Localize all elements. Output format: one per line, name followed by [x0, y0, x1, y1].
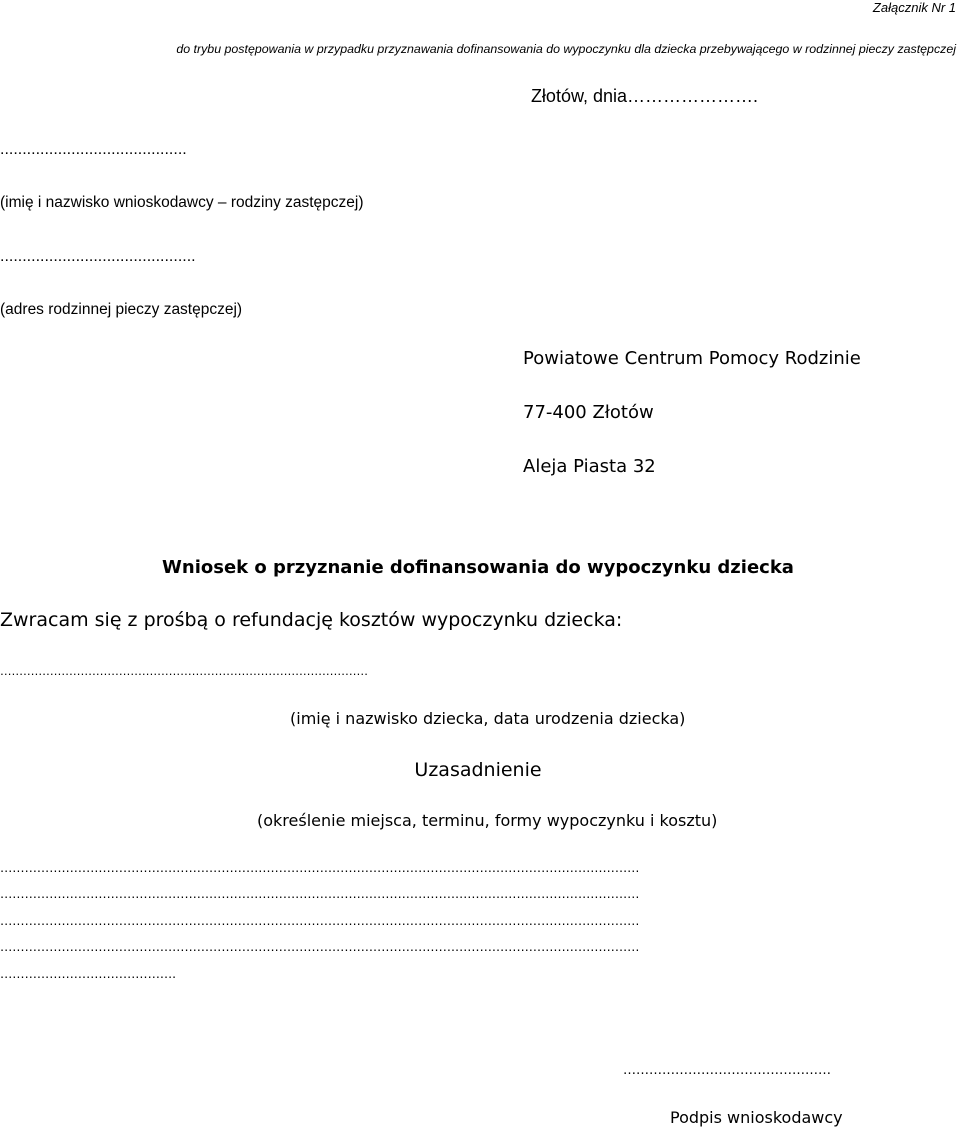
regulation-line: do trybu postępowania w przypadku przyznawania dofinansowania do wypoczynku dla dziecka przebywającego w rodzinnej pieczy zastępczej [176, 42, 956, 56]
justification-line: ………………………………………………………………………………………………………………………………………… [0, 914, 640, 928]
applicant-address-dots: ............................................ [0, 248, 196, 265]
child-dots: …………………………………………………………………………………… [0, 664, 368, 678]
justification-line: ………………………………………………………………………………………………………………………………………… [0, 861, 640, 875]
place-date-field: Złotów, dnia…………………. [530, 86, 758, 106]
applicant-name-label: (imię i nazwisko wnioskodawcy – rodziny zastępczej) [0, 194, 364, 211]
justification-label: (określenie miejsca, terminu, formy wypoczynku i kosztu) [257, 811, 718, 830]
justification-line: ……………………………………. [0, 967, 177, 981]
justification-line: ………………………………………………………………………………………………………………………………………… [0, 940, 640, 954]
recipient-institution: Powiatowe Centrum Pomocy Rodzinie [523, 348, 861, 369]
applicant-address-label: (adres rodzinnej pieczy zastępczej) [0, 301, 243, 318]
justification-line: ………………………………………………………………………………………………………………………………………… [0, 887, 640, 901]
signature-dots: ………………………………………… [623, 1063, 831, 1078]
document-title: Wniosek o przyznanie dofinansowania do wypoczynku dziecka [162, 557, 794, 578]
justification-heading: Uzasadnienie [414, 759, 542, 781]
child-label: (imię i nazwisko dziecka, data urodzenia dziecka) [290, 709, 686, 728]
recipient-postcode-city: 77-400 Złotów [523, 402, 654, 423]
signature-label: Podpis wnioskodawcy [670, 1108, 843, 1127]
applicant-name-dots: .......................................... [0, 141, 187, 158]
attachment-label: Załącznik Nr 1 [872, 0, 956, 15]
request-text: Zwracam się z prośbą o refundację kosztów wypoczynku dziecka: [0, 609, 623, 631]
recipient-street: Aleja Piasta 32 [523, 456, 656, 477]
